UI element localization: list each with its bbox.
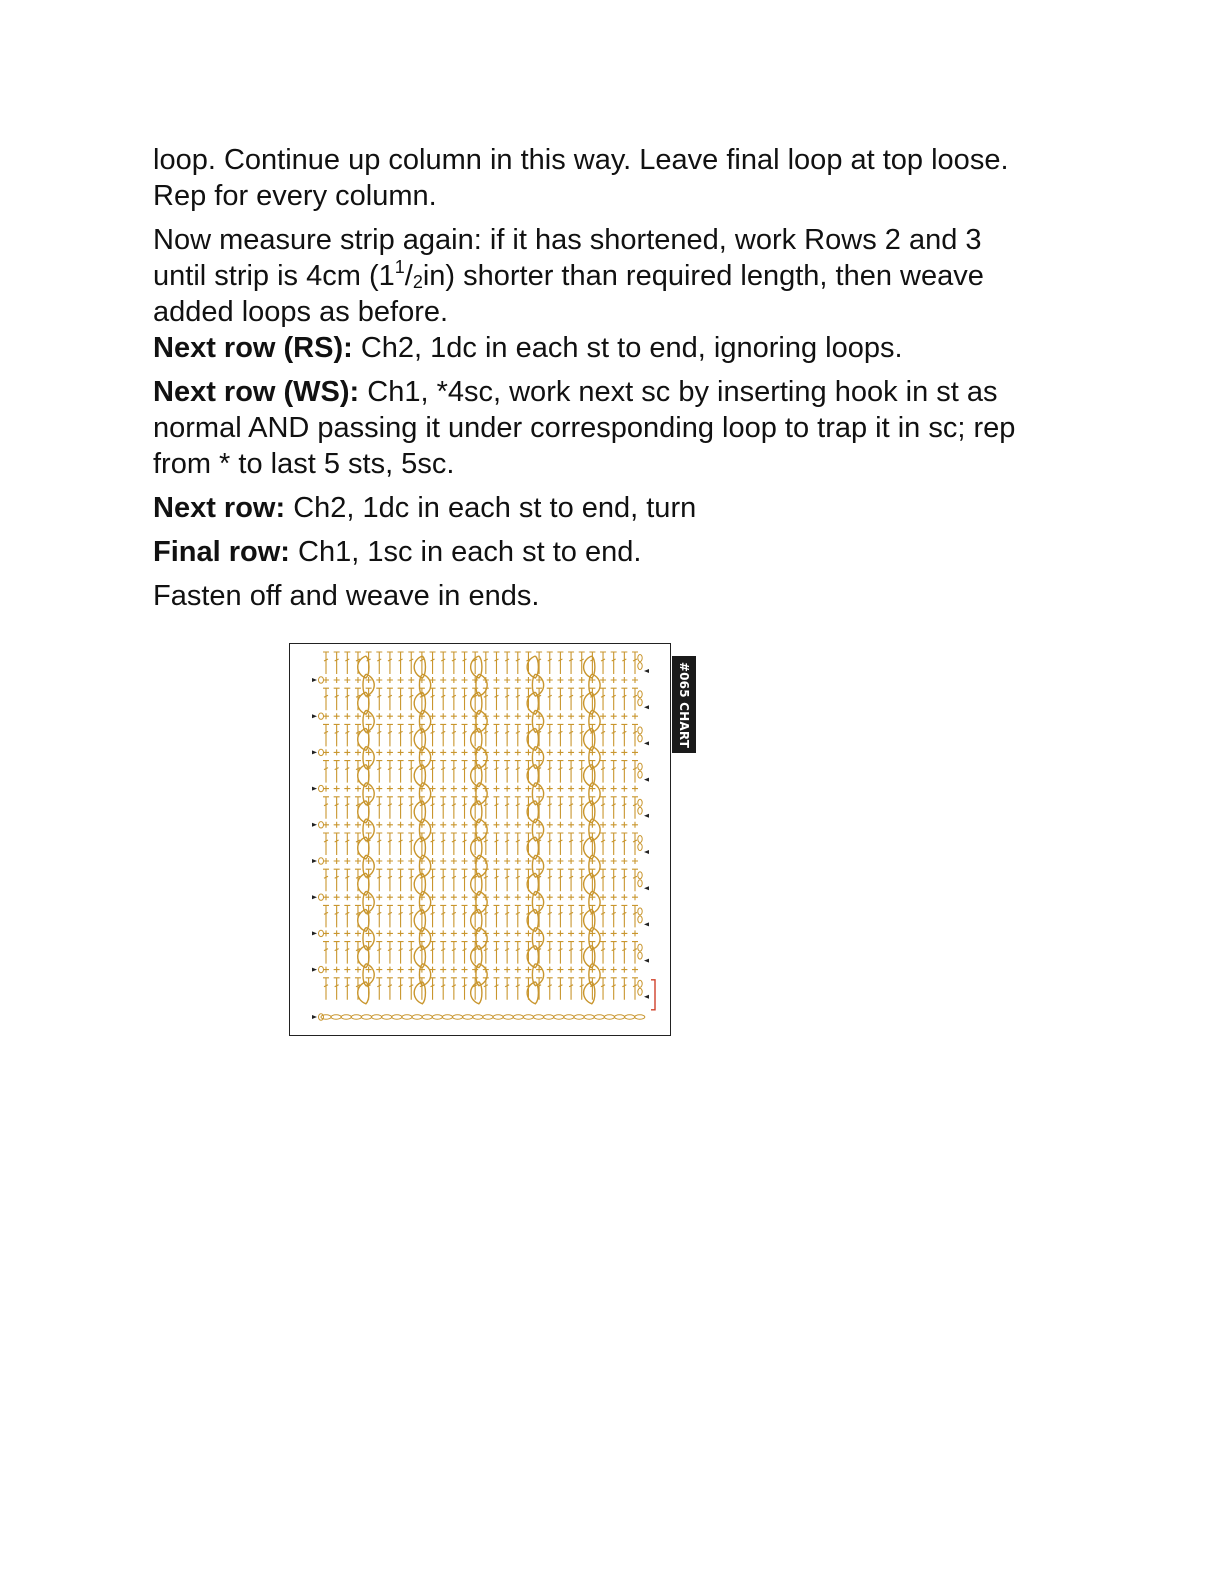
turning-chain [319, 894, 324, 900]
row-direction-arrow [312, 823, 317, 827]
paragraph-measure-line-3: added loops as before. [153, 296, 449, 328]
row-instruction-final [153, 534, 1053, 570]
row-direction-arrow [644, 922, 649, 926]
chart-label-text: #065 CHART [677, 661, 691, 748]
dc-row [323, 833, 638, 855]
row-direction-arrow [312, 714, 317, 718]
row-direction-arrow [644, 778, 649, 782]
turning-chain [638, 980, 642, 987]
turning-chain [319, 858, 324, 864]
woven-loop-column [358, 656, 375, 1004]
crochet-chart [289, 643, 671, 1036]
row-direction-arrow [644, 995, 649, 999]
turning-chain [319, 713, 324, 719]
row-direction-arrow [644, 705, 649, 709]
paragraph-continue: loop. Continue up column in this way. Leave final loop at top loose. [153, 144, 1009, 176]
turning-chain [319, 677, 324, 683]
foundation-chain [523, 1015, 533, 1019]
turning-chain [638, 844, 642, 851]
row-label: Next row (RS): [153, 332, 353, 364]
foundation-chain [372, 1015, 382, 1019]
row-direction-arrow [644, 669, 649, 673]
turning-chain [319, 966, 324, 972]
measure-text-post: in) shorter than required length, then weave [422, 260, 984, 292]
foundation-chain [321, 1015, 331, 1019]
foundation-chain [463, 1015, 473, 1019]
woven-loop-column [527, 656, 544, 1004]
row-label: Final row: [153, 536, 290, 568]
foundation-chain [594, 1015, 604, 1019]
closing-instruction: Fasten off and weave in ends. [153, 580, 540, 612]
paragraph-measure-line-2 [153, 258, 1053, 294]
turning-chain [638, 735, 642, 742]
dc-row [323, 797, 638, 819]
turning-chain [638, 771, 642, 778]
row-direction-arrow [644, 814, 649, 818]
dc-row [323, 942, 638, 964]
foundation-chain [331, 1015, 341, 1019]
turning-chain [638, 944, 642, 951]
row-direction-arrow [644, 886, 649, 890]
foundation-chain [513, 1015, 523, 1019]
fraction-slash: / [404, 260, 413, 292]
dc-row [323, 724, 638, 746]
row-direction-arrow [312, 968, 317, 972]
foundation-chain [564, 1015, 574, 1019]
woven-loop-column [471, 656, 488, 1004]
turning-chain [638, 655, 642, 662]
foundation-chain [382, 1015, 392, 1019]
foundation-chain [473, 1015, 483, 1019]
turning-chain [319, 930, 324, 936]
turning-chain [638, 836, 642, 843]
foundation-chain [361, 1015, 371, 1019]
turning-chain [638, 916, 642, 923]
foundation-chain [453, 1015, 463, 1019]
foundation-chain [534, 1015, 544, 1019]
dc-row [323, 869, 638, 891]
dc-row [323, 652, 638, 674]
foundation-chain [392, 1015, 402, 1019]
turning-chain [638, 807, 642, 814]
foundation-chain [635, 1015, 645, 1019]
row-label: Next row: [153, 492, 286, 524]
turning-chain [638, 663, 642, 670]
foundation-chain [402, 1015, 412, 1019]
fraction-numerator: 1 [394, 257, 405, 277]
turning-chain [319, 749, 324, 755]
turning-chain [638, 799, 642, 806]
row-direction-arrow [312, 1015, 317, 1019]
turning-chain [638, 699, 642, 706]
row-direction-arrow [312, 931, 317, 935]
turning-chain [638, 872, 642, 879]
turning-chain [638, 908, 642, 915]
foundation-chain [351, 1015, 361, 1019]
dc-row [323, 978, 638, 1000]
row-label: Next row (WS): [153, 376, 360, 408]
foundation-chain [544, 1015, 554, 1019]
dc-row [323, 761, 638, 783]
row-text: Ch2, 1dc in each st to end, turn [285, 492, 697, 524]
foundation-chain [503, 1015, 513, 1019]
turning-chain [638, 727, 642, 734]
row-direction-arrow [644, 959, 649, 963]
crochet-chart-drawing [290, 644, 671, 1036]
turning-chain [638, 952, 642, 959]
instructions-text [153, 142, 1053, 614]
row-instruction-ws [153, 374, 1053, 482]
foundation-chain [604, 1015, 614, 1019]
row-text: Ch2, 1dc in each st to end, ignoring loops. [352, 332, 903, 364]
foundation-chain [625, 1015, 635, 1019]
foundation-chain [574, 1015, 584, 1019]
foundation-chain [554, 1015, 564, 1019]
turning-chain [319, 822, 324, 828]
foundation-chain [615, 1015, 625, 1019]
row-instruction-next [153, 490, 1053, 526]
row-text: Ch1, 1sc in each st to end. [289, 536, 642, 568]
row-direction-arrow [312, 787, 317, 791]
foundation-chain [412, 1015, 422, 1019]
measure-text-pre: until strip is 4cm (1 [153, 260, 395, 292]
row-direction-arrow [312, 895, 317, 899]
row-instruction-rs [153, 330, 1053, 366]
foundation-chain [422, 1015, 432, 1019]
turning-chain [638, 691, 642, 698]
dc-row [323, 688, 638, 710]
paragraph-repeat: Rep for every column. [153, 180, 437, 212]
turning-chain [638, 988, 642, 995]
foundation-chain [432, 1015, 442, 1019]
foundation-chain [493, 1015, 503, 1019]
turning-chain [638, 880, 642, 887]
foundation-chain [483, 1015, 493, 1019]
row-direction-arrow [644, 850, 649, 854]
row-direction-arrow [312, 859, 317, 863]
foundation-chain [442, 1015, 452, 1019]
row-direction-arrow [644, 741, 649, 745]
chart-label-tab [672, 656, 696, 753]
dc-row [323, 905, 638, 927]
row-direction-arrow [312, 750, 317, 754]
turning-chain [638, 763, 642, 770]
row-direction-arrow [312, 678, 317, 682]
foundation-chain [584, 1015, 594, 1019]
repeat-bracket [651, 980, 655, 1010]
fraction-denominator: 2 [412, 272, 423, 292]
row-text: Ch1, *4sc, work next sc by inserting hook in st as normal AND passing it under corresponding loop to trap it in sc; rep from * to last 5 sts, 5sc. [153, 376, 1016, 480]
turning-chain [319, 785, 324, 791]
foundation-chain [341, 1015, 351, 1019]
paragraph-measure-line-1: Now measure strip again: if it has shortened, work Rows 2 and 3 [153, 224, 982, 256]
